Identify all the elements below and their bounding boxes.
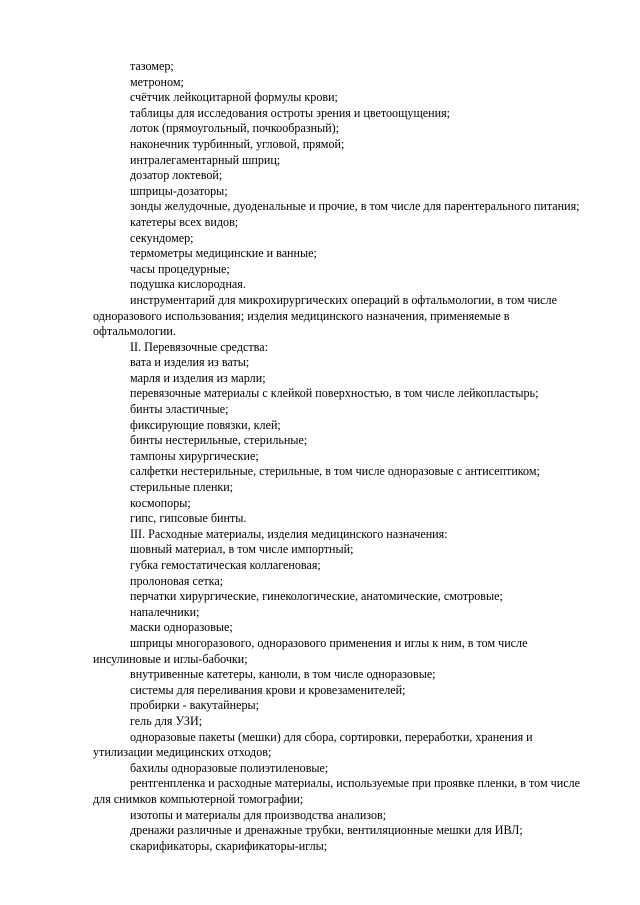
list-item: скарификаторы, скарификаторы-иглы; <box>130 838 328 853</box>
list-item: внутривенные катетеры, канюли, в том числе одноразовые; <box>130 667 436 682</box>
list-item: космопоры; <box>130 495 191 510</box>
list-item: подушка кислородная. <box>130 277 246 292</box>
list-item: катетеры всех видов; <box>130 214 239 229</box>
list-item: фиксирующие повязки, клей; <box>130 417 281 432</box>
document-body <box>93 59 587 854</box>
list-item: термометры медицинские и ванные; <box>130 246 317 261</box>
list-item: интралегаментарный шприц; <box>130 152 281 167</box>
list-item: одноразовые пакеты (мешки) для сбора, сортировки, переработки, хранения и утилизации медицинских отходов; <box>93 729 533 760</box>
list-item: секундомер; <box>130 230 194 245</box>
list-item: системы для переливания крови и кровезаменителей; <box>130 682 406 697</box>
list-item: шприцы многоразового, одноразового применения и иглы к ним, в том числе инсулиновые и иглы-бабочки; <box>93 635 528 666</box>
list-item: пролоновая сетка; <box>130 573 224 588</box>
list-item: салфетки нестерильные, стерильные, в том числе одноразовые с антисептиком; <box>130 464 540 479</box>
section-heading: III. Расходные материалы, изделия медицинского назначения: <box>130 526 448 541</box>
list-item: напалечники; <box>130 604 200 619</box>
list-item: гель для УЗИ; <box>130 713 203 728</box>
list-item: лоток (прямоугольный, почкообразный); <box>130 121 340 136</box>
list-item: шприцы-дозаторы; <box>130 183 228 198</box>
list-item: бахилы одноразовые полиэтиленовые; <box>130 760 329 775</box>
list-item: пробирки - вакутайнеры; <box>130 698 259 713</box>
list-item: губка гемостатическая коллагеновая; <box>130 558 321 572</box>
list-item: перчатки хирургические, гинекологические, анатомические, смотровые; <box>130 589 503 604</box>
list-item: перевязочные материалы с клейкой поверхностью, в том числе лейкопластырь; <box>130 386 539 401</box>
list-item: изотопы и материалы для производства анализов; <box>130 807 387 822</box>
list-item: часы процедурные; <box>130 261 230 276</box>
list-item: бинты нестерильные, стерильные; <box>130 433 308 448</box>
list-item: вата и изделия из ваты; <box>130 355 250 370</box>
section-heading: II. Перевязочные средства: <box>130 339 268 354</box>
list-item: тазомер; <box>130 59 174 73</box>
list-item: метроном; <box>130 74 184 89</box>
list-item: таблицы для исследования остроты зрения и цветоощущения; <box>130 105 450 120</box>
list-item: рентгенпленка и расходные материалы, используемые при проявке пленки, в том числе для снимков компьютерной томографии; <box>93 776 580 806</box>
list-item: шовный материал, в том числе импортный; <box>130 542 354 557</box>
list-item: дренажи различные и дренажные трубки, вентиляционные мешки для ИВЛ; <box>130 823 523 838</box>
list-item: дозатор локтевой; <box>130 168 223 183</box>
list-item: счётчик лейкоцитарной формулы крови; <box>130 90 338 105</box>
list-item: наконечник турбинный, угловой, прямой; <box>130 136 345 151</box>
list-item: инструментарий для микрохирургических операций в офтальмологии, в том числе одноразового использования; изделия медицинского назначения, применяемые в офтальмологии. <box>93 292 557 339</box>
list-item: тампоны хирургические; <box>130 448 259 463</box>
list-item: маски одноразовые; <box>130 620 233 635</box>
list-item: стерильные пленки; <box>130 480 234 495</box>
list-item: гипс, гипсовые бинты. <box>130 511 247 526</box>
list-item: марля и изделия из марли; <box>130 370 266 385</box>
list-item: зонды желудочные, дуоденальные и прочие, в том числе для парентерального питания; <box>130 199 580 214</box>
list-item: бинты эластичные; <box>130 402 229 417</box>
